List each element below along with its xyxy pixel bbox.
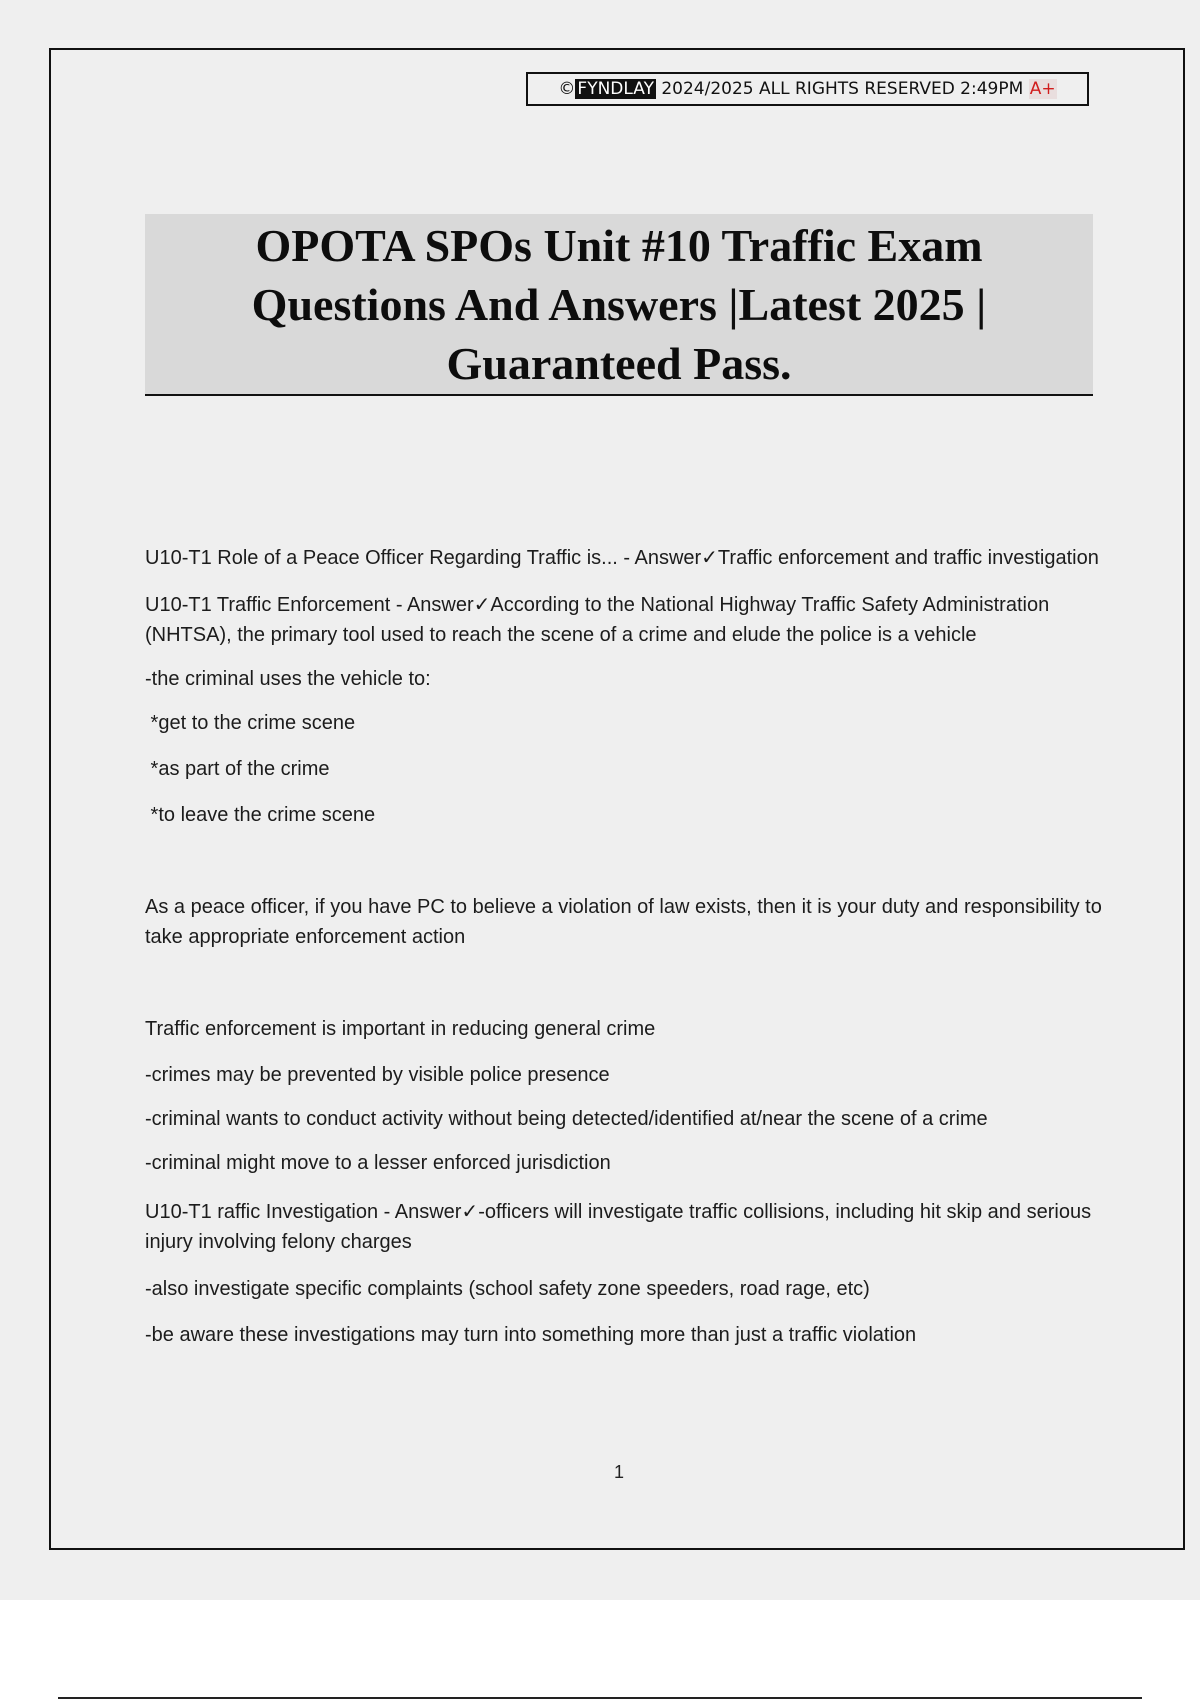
page-number: 1 xyxy=(613,1462,624,1482)
copyright-text: 2024/2025 ALL RIGHTS RESERVED 2:49PM xyxy=(655,79,1029,99)
list-item: *as part of the crime xyxy=(145,758,330,780)
copyright-symbol: © xyxy=(558,79,576,99)
paragraph-crime-reduction: Traffic enforcement is important in reducing general crime xyxy=(145,1018,656,1040)
list-item: -criminal wants to conduct activity without being detected/identified at/near the scene of a crime xyxy=(145,1108,988,1130)
list-intro: -the criminal uses the vehicle to: xyxy=(145,668,431,690)
grade-badge: A+ xyxy=(1029,79,1056,99)
brand-name: FYNDLAY xyxy=(577,79,654,99)
list-item: *get to the crime scene xyxy=(145,712,356,734)
list-item: -criminal might move to a lesser enforced jurisdiction xyxy=(145,1152,611,1174)
list-item: -also investigate specific complaints (school safety zone speeders, road rage, etc) xyxy=(145,1278,870,1300)
document-page xyxy=(49,48,1185,1550)
qa-traffic-investigation: U10-T1 raffic Investigation - Answer✓-officers will investigate traffic collisions, including hit skip and serious injury involving felony charges xyxy=(145,1201,1092,1253)
document-body xyxy=(145,543,1125,1350)
copyright-header xyxy=(526,72,1089,106)
list-item: *to leave the crime scene xyxy=(145,804,376,826)
paragraph-duty: As a peace officer, if you have PC to believe a violation of law exists, then it is your duty and responsibility to take appropriate enforcement action xyxy=(145,896,1102,948)
list-item: -crimes may be prevented by visible police presence xyxy=(145,1064,610,1086)
qa-traffic-enforcement: U10-T1 Traffic Enforcement - Answer✓According to the National Highway Traffic Safety Administration (NHTSA), the primary tool used to reach the scene of a crime and elude the police is a vehicle xyxy=(145,594,1050,646)
title-banner xyxy=(145,214,1093,396)
qa-role-of-peace-officer: U10-T1 Role of a Peace Officer Regarding Traffic is... - Answer✓Traffic enforcement and traffic investigation xyxy=(145,547,1099,569)
list-item: -be aware these investigations may turn into something more than just a traffic violation xyxy=(145,1324,917,1346)
document-title: OPOTA SPOs Unit #10 Traffic Exam Questions And Answers |Latest 2025 | Guaranteed Pass. xyxy=(251,219,987,389)
next-page-divider xyxy=(58,1697,1142,1699)
